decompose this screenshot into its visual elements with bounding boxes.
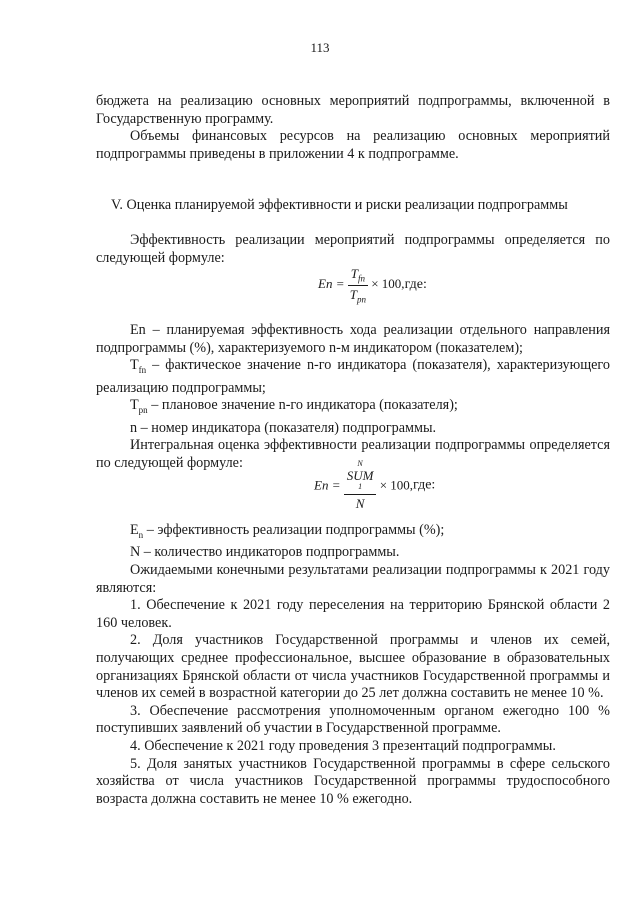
definition-efficiency-total: $E_n$ – эффективность реализации подпрограммы (%); — [130, 522, 445, 540]
formula2-where: где: — [413, 477, 436, 493]
paragraph-integral-intro: Интегральная оценка эффективности реализации подпрограммы определяется по следующей формуле: — [96, 437, 610, 471]
intro-block — [96, 93, 610, 163]
formula1-rhs: × 100, — [371, 276, 405, 292]
formula2-sum: SUM — [346, 468, 374, 483]
formula1-lhs: En = — [318, 276, 345, 292]
definition-tfn: $T_{fn}$ – фактическое значение n-го индикатора (показателя), характеризующего реализацию подпрограммы; — [96, 357, 610, 396]
formula2-lhs: En = — [314, 477, 341, 493]
formula1-numerator: $T_{fn}$ — [348, 266, 368, 286]
paragraph-expected-results: Ожидаемыми конечными результатами реализации подпрограммы к 2021 году являются: — [96, 562, 610, 596]
result-item-3: 3. Обеспечение рассмотрения уполномоченным органом ежегодно 100 % поступивших заявлений об участии в Государственной программе. — [96, 702, 610, 737]
formula1-denominator: $T_{pn}$ — [349, 286, 366, 305]
formula2-fraction — [344, 459, 377, 512]
definitions-block-1 — [96, 322, 610, 472]
definitions-block-2 — [96, 522, 610, 808]
definition-en: En – планируемая эффективность хода реализации отдельного направления подпрограммы (%), характеризуемого n-м индикатором (показателем); — [96, 322, 610, 356]
formula-efficiency — [318, 266, 427, 304]
definition-tpn: $T_{pn}$ – плановое значение n-го индикатора (показателя); — [130, 397, 458, 416]
paragraph-budget: бюджета на реализацию основных мероприятий подпрограммы, включенной в Государственную программу. — [96, 93, 610, 127]
formula2-rhs: × 100, — [379, 477, 414, 493]
formula-integral — [314, 459, 435, 512]
formula1-fraction — [348, 266, 368, 304]
formula2-sum-bottom: 1 — [358, 482, 363, 491]
result-item-5: 5. Доля занятых участников Государственной программы в сфере сельского хозяйства от числа участников Государственной программы трудоспособного возраста должна составить не менее 10 % ежегодно. — [96, 755, 610, 807]
section-heading: V. Оценка планируемой эффективности и риски реализации подпрограммы — [111, 197, 568, 213]
formula2-sum-top: N — [357, 459, 363, 468]
result-item-1: 1. Обеспечение к 2021 году переселения на территорию Брянской области 2 160 человек. — [96, 597, 610, 631]
formula1-where: где: — [404, 277, 427, 293]
result-item-4: 4. Обеспечение к 2021 году проведения 3 презентаций подпрограммы. — [130, 737, 556, 754]
paragraph-efficiency-formula-intro: Эффективность реализации мероприятий подпрограммы определяется по следующей формуле: — [96, 232, 610, 266]
formula2-denominator: N — [355, 496, 365, 511]
formula2-numerator — [344, 459, 377, 495]
result-item-2: 2. Доля участников Государственной программы и членов их семей, получающих среднее профессиональное, высшее образование в образовательных организациях Брянской области от числа участников Государственной программы и членов их семей в возрастной категории до 25 лет должна составить не менее 10 %. — [96, 632, 610, 702]
definition-indicator-count: N – количество индикаторов подпрограммы. — [130, 544, 400, 561]
page-number: 113 — [310, 40, 330, 55]
definition-n: n – номер индикатора (показателя) подпрограммы. — [130, 419, 437, 436]
paragraph-financing: Объемы финансовых ресурсов на реализацию основных мероприятий подпрограммы приведены в приложении 4 к подпрограмме. — [96, 128, 610, 162]
efficiency-intro-block — [96, 232, 610, 267]
